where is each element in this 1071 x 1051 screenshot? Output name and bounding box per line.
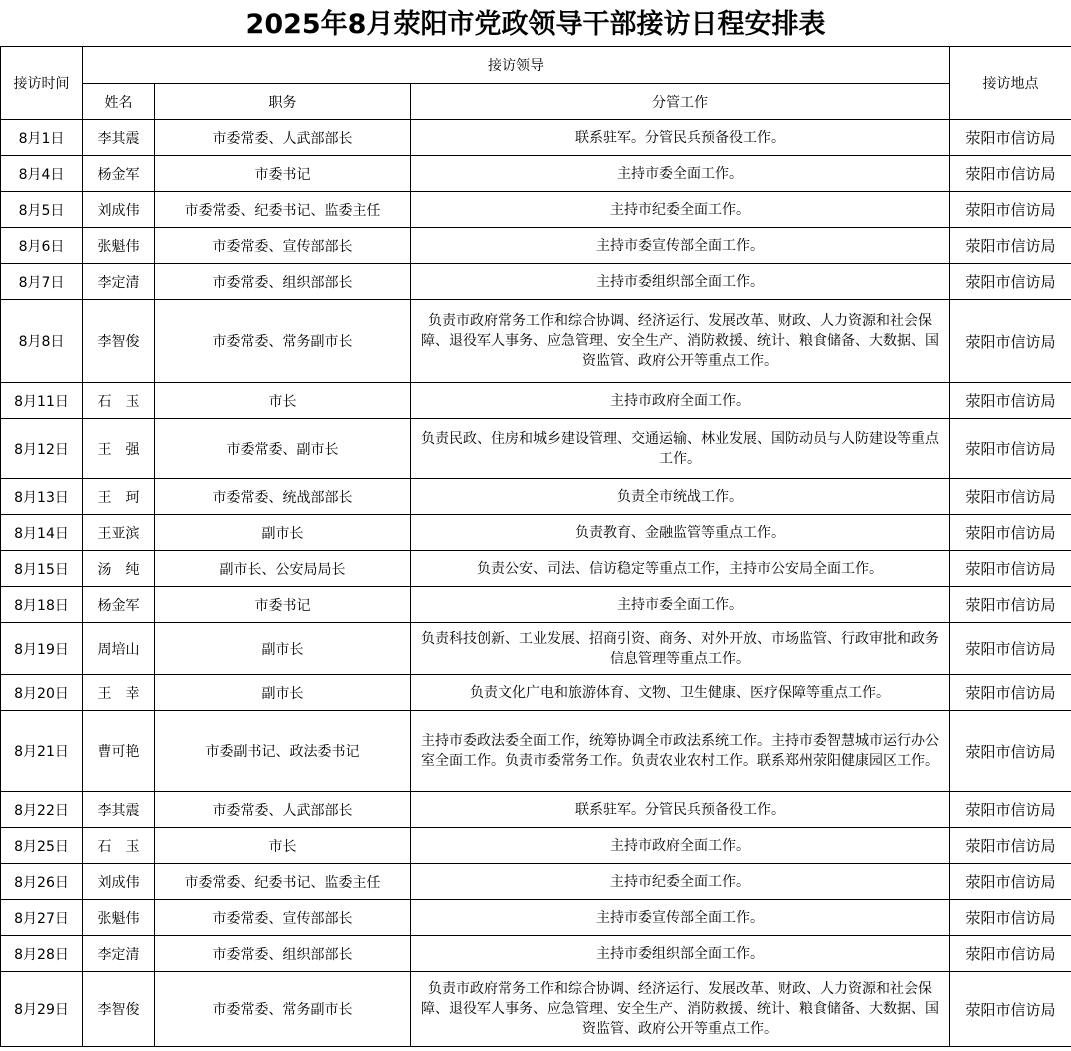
table-row [1, 383, 1071, 419]
cell-name: 石 玉 [83, 383, 155, 419]
cell-position: 市委常委、统战部部长 [155, 479, 411, 515]
cell-name: 王 强 [83, 419, 155, 479]
cell-place: 荥阳市信访局 [950, 675, 1071, 711]
cell-position: 市委常委、人武部部长 [155, 792, 411, 828]
cell-name: 王亚滨 [83, 515, 155, 551]
cell-place: 荥阳市信访局 [950, 479, 1071, 515]
cell-duties: 主持市纪委全面工作。 [411, 192, 950, 228]
table-row [1, 419, 1071, 479]
cell-date: 8月4日 [1, 156, 83, 192]
header-duties: 分管工作 [411, 84, 950, 120]
cell-name: 李定清 [83, 264, 155, 300]
cell-position: 市委常委、副市长 [155, 419, 411, 479]
cell-place: 荥阳市信访局 [950, 228, 1071, 264]
cell-date: 8月26日 [1, 864, 83, 900]
cell-position: 市委常委、组织部部长 [155, 264, 411, 300]
cell-position: 市委常委、纪委书记、监委主任 [155, 864, 411, 900]
cell-date: 8月20日 [1, 675, 83, 711]
cell-name: 王 珂 [83, 479, 155, 515]
cell-place: 荥阳市信访局 [950, 972, 1071, 1047]
cell-name: 石 玉 [83, 828, 155, 864]
cell-duties: 主持市委宣传部全面工作。 [411, 900, 950, 936]
cell-place: 荥阳市信访局 [950, 383, 1071, 419]
cell-duties: 主持市委组织部全面工作。 [411, 936, 950, 972]
cell-duties: 负责民政、住房和城乡建设管理、交通运输、林业发展、国防动员与人防建设等重点工作。 [411, 419, 950, 479]
cell-name: 李其震 [83, 792, 155, 828]
cell-place: 荥阳市信访局 [950, 515, 1071, 551]
cell-date: 8月18日 [1, 587, 83, 623]
cell-name: 张魁伟 [83, 900, 155, 936]
cell-place: 荥阳市信访局 [950, 711, 1071, 792]
cell-position: 市委常委、纪委书记、监委主任 [155, 192, 411, 228]
cell-duties: 主持市委宣传部全面工作。 [411, 228, 950, 264]
cell-name: 李定清 [83, 936, 155, 972]
cell-date: 8月6日 [1, 228, 83, 264]
page-title: 2025年8月荥阳市党政领导干部接访日程安排表 [245, 9, 826, 40]
table-row [1, 587, 1071, 623]
cell-name: 李其震 [83, 120, 155, 156]
header-name: 姓名 [83, 84, 155, 120]
table-row [1, 300, 1071, 383]
cell-place: 荥阳市信访局 [950, 936, 1071, 972]
cell-name: 曹可艳 [83, 711, 155, 792]
cell-duties: 负责教育、金融监管等重点工作。 [411, 515, 950, 551]
cell-name: 刘成伟 [83, 864, 155, 900]
cell-name: 杨金军 [83, 587, 155, 623]
table-row [1, 192, 1071, 228]
table-row [1, 792, 1071, 828]
table-row [1, 479, 1071, 515]
table-row [1, 120, 1071, 156]
cell-duties: 主持市委全面工作。 [411, 587, 950, 623]
cell-duties: 负责公安、司法、信访稳定等重点工作，主持市公安局全面工作。 [411, 551, 950, 587]
cell-duties: 负责科技创新、工业发展、招商引资、商务、对外开放、市场监管、行政审批和政务信息管理等重点工作。 [411, 623, 950, 675]
cell-position: 市委副书记、政法委书记 [155, 711, 411, 792]
cell-date: 8月11日 [1, 383, 83, 419]
cell-duties: 主持市委政法委全面工作，统筹协调全市政法系统工作。主持市委智慧城市运行办公室全面工作。负责市委常务工作。负责农业农村工作。联系郑州荥阳健康园区工作。 [411, 711, 950, 792]
cell-position: 市委书记 [155, 587, 411, 623]
cell-name: 李智俊 [83, 300, 155, 383]
cell-date: 8月7日 [1, 264, 83, 300]
cell-position: 副市长 [155, 675, 411, 711]
cell-name: 杨金军 [83, 156, 155, 192]
cell-place: 荥阳市信访局 [950, 156, 1071, 192]
cell-place: 荥阳市信访局 [950, 264, 1071, 300]
cell-date: 8月1日 [1, 120, 83, 156]
cell-place: 荥阳市信访局 [950, 792, 1071, 828]
cell-date: 8月5日 [1, 192, 83, 228]
cell-duties: 主持市纪委全面工作。 [411, 864, 950, 900]
cell-date: 8月13日 [1, 479, 83, 515]
header-time: 接访时间 [1, 47, 83, 120]
cell-place: 荥阳市信访局 [950, 587, 1071, 623]
table-row [1, 936, 1071, 972]
cell-position: 市长 [155, 383, 411, 419]
cell-position: 市委常委、人武部部长 [155, 120, 411, 156]
cell-position: 副市长 [155, 515, 411, 551]
cell-place: 荥阳市信访局 [950, 419, 1071, 479]
cell-date: 8月22日 [1, 792, 83, 828]
cell-duties: 主持市委全面工作。 [411, 156, 950, 192]
table-row [1, 828, 1071, 864]
cell-position: 市委常委、宣传部部长 [155, 228, 411, 264]
cell-date: 8月29日 [1, 972, 83, 1047]
schedule-table [0, 46, 1071, 1047]
cell-name: 汤 纯 [83, 551, 155, 587]
cell-date: 8月8日 [1, 300, 83, 383]
header-place: 接访地点 [950, 47, 1071, 120]
cell-place: 荥阳市信访局 [950, 864, 1071, 900]
cell-duties: 主持市委组织部全面工作。 [411, 264, 950, 300]
cell-position: 副市长、公安局局长 [155, 551, 411, 587]
cell-position: 市委常委、宣传部部长 [155, 900, 411, 936]
cell-place: 荥阳市信访局 [950, 828, 1071, 864]
cell-date: 8月14日 [1, 515, 83, 551]
table-row [1, 264, 1071, 300]
table-header [1, 47, 1071, 120]
cell-duties: 联系驻军。分管民兵预备役工作。 [411, 792, 950, 828]
cell-place: 荥阳市信访局 [950, 551, 1071, 587]
cell-place: 荥阳市信访局 [950, 900, 1071, 936]
cell-position: 副市长 [155, 623, 411, 675]
table-row [1, 515, 1071, 551]
cell-place: 荥阳市信访局 [950, 120, 1071, 156]
cell-date: 8月27日 [1, 900, 83, 936]
cell-date: 8月21日 [1, 711, 83, 792]
cell-position: 市委书记 [155, 156, 411, 192]
cell-duties: 负责全市统战工作。 [411, 479, 950, 515]
cell-duties: 负责市政府常务工作和综合协调、经济运行、发展改革、财政、人力资源和社会保障、退役军人事务、应急管理、安全生产、消防救援、统计、粮食储备、大数据、国资监管、政府公开等重点工作。 [411, 300, 950, 383]
cell-date: 8月25日 [1, 828, 83, 864]
cell-date: 8月28日 [1, 936, 83, 972]
header-leader-group: 接访领导 [83, 47, 950, 84]
table-row [1, 156, 1071, 192]
cell-duties: 负责文化广电和旅游体育、文物、卫生健康、医疗保障等重点工作。 [411, 675, 950, 711]
cell-duties: 负责市政府常务工作和综合协调、经济运行、发展改革、财政、人力资源和社会保障、退役军人事务、应急管理、安全生产、消防救援、统计、粮食储备、大数据、国资监管、政府公开等重点工作。 [411, 972, 950, 1047]
cell-date: 8月15日 [1, 551, 83, 587]
cell-name: 张魁伟 [83, 228, 155, 264]
header-position: 职务 [155, 84, 411, 120]
table-row [1, 228, 1071, 264]
cell-name: 李智俊 [83, 972, 155, 1047]
table-row [1, 675, 1071, 711]
cell-name: 王 幸 [83, 675, 155, 711]
cell-name: 周培山 [83, 623, 155, 675]
cell-place: 荥阳市信访局 [950, 623, 1071, 675]
cell-duties: 联系驻军。分管民兵预备役工作。 [411, 120, 950, 156]
cell-position: 市委常委、常务副市长 [155, 972, 411, 1047]
cell-position: 市长 [155, 828, 411, 864]
table-row [1, 551, 1071, 587]
table-body [1, 120, 1071, 1047]
cell-position: 市委常委、组织部部长 [155, 936, 411, 972]
table-row [1, 900, 1071, 936]
cell-place: 荥阳市信访局 [950, 300, 1071, 383]
cell-duties: 主持市政府全面工作。 [411, 828, 950, 864]
table-row [1, 623, 1071, 675]
cell-date: 8月12日 [1, 419, 83, 479]
cell-date: 8月19日 [1, 623, 83, 675]
table-row [1, 972, 1071, 1047]
table-row [1, 711, 1071, 792]
cell-duties: 主持市政府全面工作。 [411, 383, 950, 419]
table-row [1, 864, 1071, 900]
cell-position: 市委常委、常务副市长 [155, 300, 411, 383]
cell-place: 荥阳市信访局 [950, 192, 1071, 228]
cell-name: 刘成伟 [83, 192, 155, 228]
